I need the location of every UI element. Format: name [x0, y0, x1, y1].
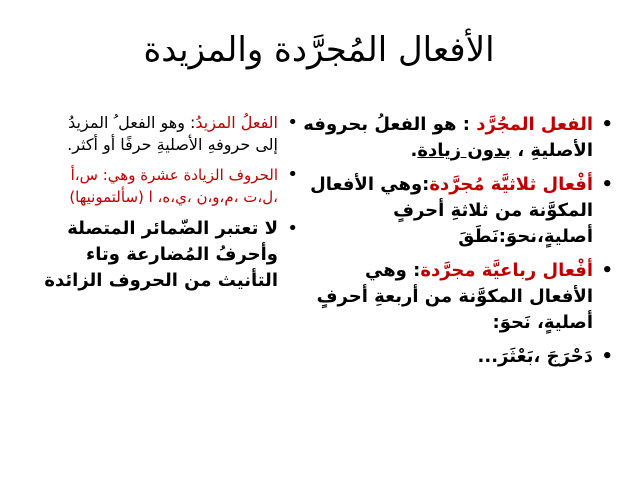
definition-text: : وهي	[364, 260, 421, 281]
slide-title: الأفعال المُجرَّدة والمزيدة	[143, 30, 495, 70]
term-quadriliteral: أفْعال رباعيَّة مجرَّدة	[420, 260, 593, 281]
augment-letters-text: ،ل،ت ،م،و،ن ،ي،ه، ا (سألتمونيها)	[69, 188, 278, 206]
note-text: التأنيث من الحروف الزائدة	[44, 270, 278, 291]
bullet-item-augmented-verb	[30, 112, 300, 156]
term-triliteral: أفْعال ثلاثيَّة مُجرَّدة	[429, 174, 593, 195]
underlined-text: بدون زيادة	[417, 140, 512, 161]
bullet-icon: •	[601, 174, 613, 195]
definition-text: الأفعال المكوَّنة من أربعةِ أحرفٍ	[316, 286, 593, 307]
definition-text: :وهي الأفعال	[310, 174, 430, 195]
term-augmented-verb: الفعلُ المزيدُ	[195, 113, 278, 132]
bullet-item-triliteral	[310, 172, 615, 250]
bullet-icon: •	[287, 112, 298, 133]
bullet-icon: •	[287, 218, 298, 239]
example-text: دَحْرَجَ ،بَعْثَرَ...	[477, 346, 593, 367]
note-text: وأحرفُ المُضارعة وتاء	[86, 244, 278, 265]
bullet-item-abstract-verb	[303, 112, 615, 164]
bullet-icon: •	[601, 114, 613, 135]
definition-text: : هو الفعلُ بحروفه	[303, 114, 477, 135]
bullet-icon: •	[287, 164, 298, 185]
example-text: أصليةٍ،نحوَ:نَطَقَ	[458, 226, 593, 247]
definition-text: الأصليةِ ،	[511, 140, 593, 161]
note-text: لا تعتبر الضّمائر المتصلة	[67, 218, 278, 239]
bullet-icon: •	[601, 260, 613, 281]
bullet-icon: •	[601, 346, 613, 367]
bullet-item-quadriliteral	[315, 258, 615, 336]
augment-letters-text: الحروف الزيادة عشرة وهي: س،أ	[70, 166, 278, 184]
bullet-item-examples	[315, 344, 615, 370]
term-abstract-verb: الفعل المجُرَّد	[476, 114, 593, 135]
bullet-item-augment-letters	[30, 164, 300, 208]
definition-text: : وهو الفعل ُ المزيدُ	[68, 113, 196, 132]
right-column	[303, 112, 615, 378]
definition-text: المكوَّنة من ثلاثةِ أحرفٍ	[393, 200, 593, 221]
punctuation: .	[410, 140, 418, 161]
example-text: أصليةٍ، نَحوَ:	[492, 312, 593, 333]
left-column	[30, 112, 300, 302]
bullet-item-note	[30, 216, 300, 294]
definition-text: إلى حروفهِ الأصليةِ حرفًا أو أكثر.	[67, 135, 278, 154]
